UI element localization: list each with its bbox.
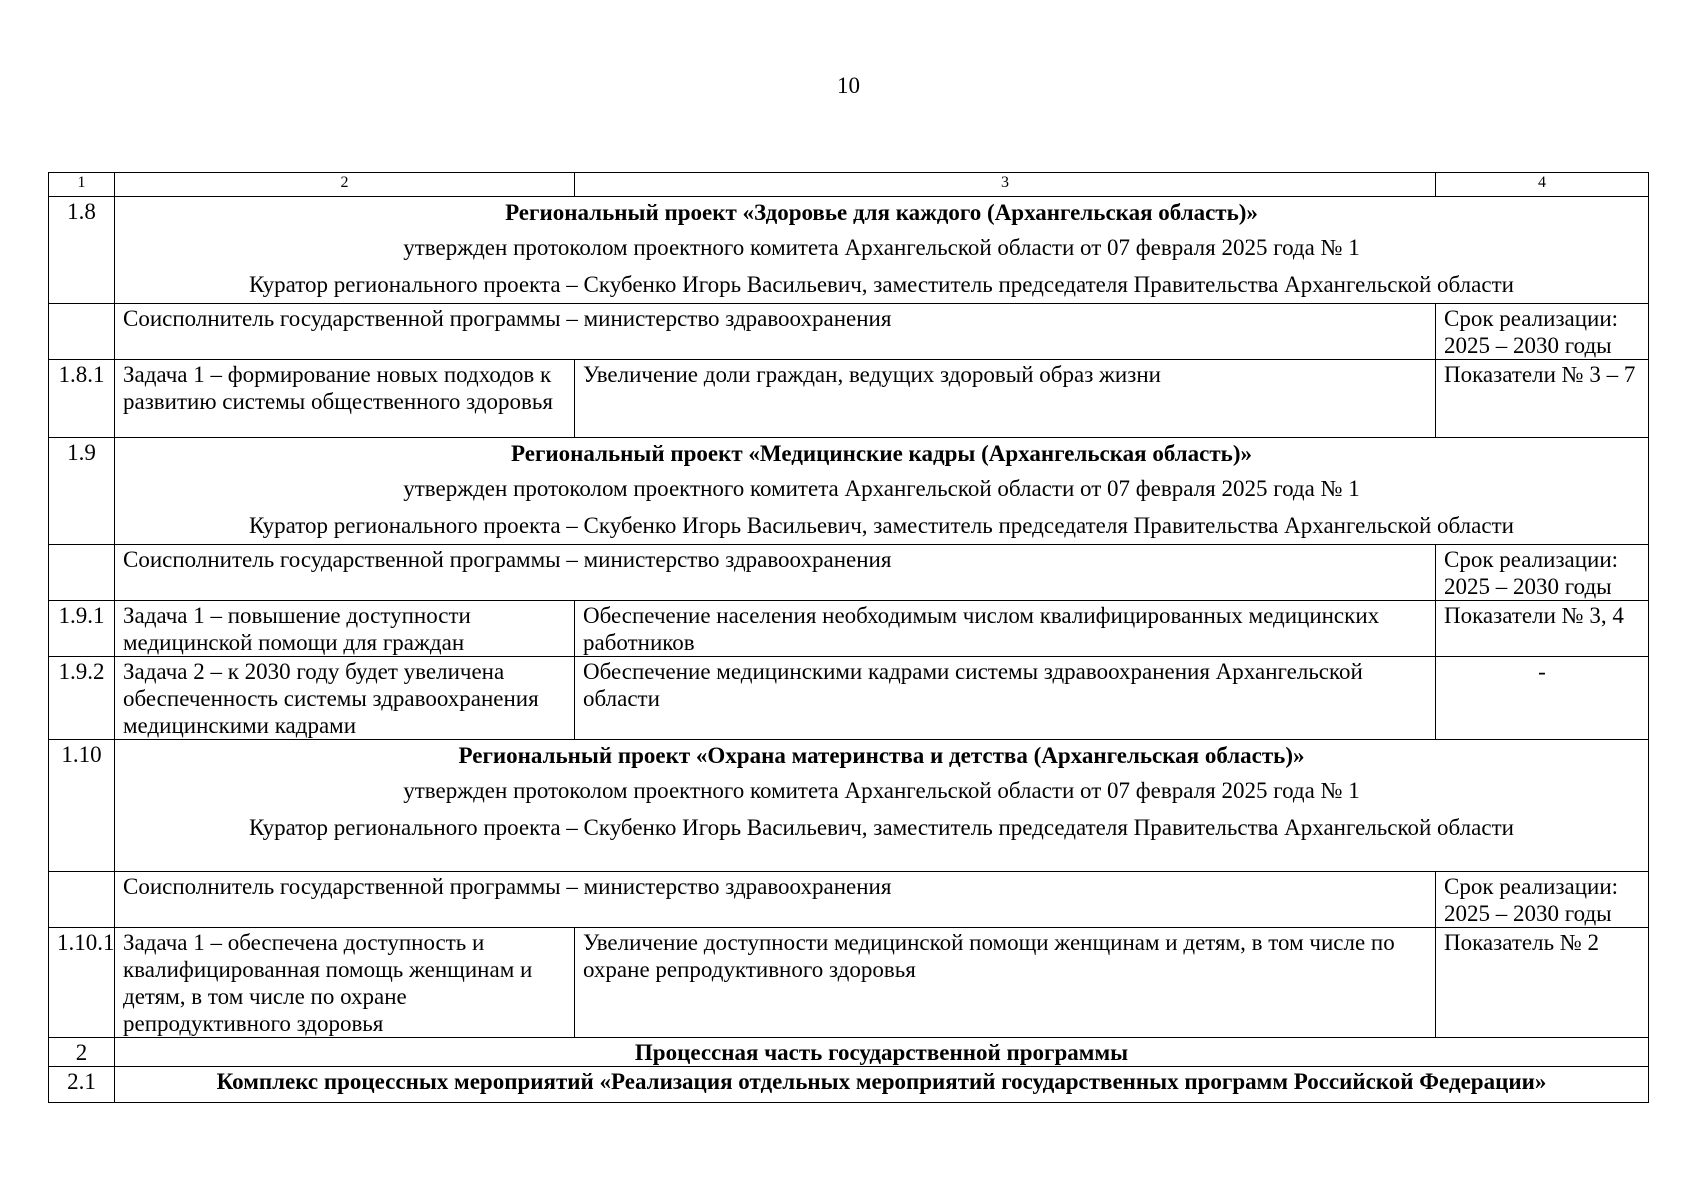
section-number: 2 [49,1038,115,1067]
coexecutor-row [49,304,1649,360]
task-indicators: Показатели № 3, 4 [1436,601,1649,657]
project-number: 1.9 [49,438,115,545]
project-approval: утвержден протоколом проектного комитета Архангельской области от 07 февраля 2025 года № 1 [403,778,1360,803]
task-indicators: - [1436,657,1649,740]
project-header-row [49,197,1649,304]
page-number: 10 [837,73,860,98]
project-approval: утвержден протоколом проектного комитета Архангельской области от 07 февраля 2025 года № 1 [403,235,1360,260]
term-value: 2025 – 2030 годы [1444,574,1612,599]
term-cell [1436,872,1649,928]
project-number: 1.10 [49,740,115,872]
section-title: Процессная часть государственной программы [115,1038,1649,1067]
term-label: Срок реализации: [1444,547,1619,572]
coexecutor-cell: Соисполнитель государственной программы – министерство здравоохранения [115,304,1436,360]
complex-number: 2.1 [49,1067,115,1103]
task-result: Увеличение доступности медицинской помощи женщинам и детям, в том числе по охране репродуктивного здоровья [575,928,1436,1038]
program-table [48,172,1649,1103]
task-result: Обеспечение населения необходимым числом квалифицированных медицинских работников [575,601,1436,657]
term-cell [1436,304,1649,360]
task-number: 1.9.2 [49,657,115,740]
task-result: Увеличение доли граждан, ведущих здоровый образ жизни [575,360,1436,438]
column-header-3: 3 [575,173,1436,197]
term-cell [1436,545,1649,601]
column-header-4: 4 [1436,173,1649,197]
task-number: 1.9.1 [49,601,115,657]
coexecutor-row [49,872,1649,928]
project-header-row [49,438,1649,545]
coexecutor-cell: Соисполнитель государственной программы – министерство здравоохранения [115,872,1436,928]
column-number-row [49,173,1649,197]
task-indicators: Показатели № 3 – 7 [1436,360,1649,438]
term-label: Срок реализации: [1444,306,1619,331]
task-row [49,928,1649,1038]
project-title: Региональный проект «Здоровье для каждого (Архангельская область)» [505,200,1258,225]
project-header-row [49,740,1649,872]
task-description: Задача 1 – формирование новых подходов к развитию системы общественного здоровья [115,360,575,438]
empty-number-cell [49,545,115,601]
task-result: Обеспечение медицинскими кадрами системы здравоохранения Архангельской области [575,657,1436,740]
complex-row [49,1067,1649,1103]
term-value: 2025 – 2030 годы [1444,333,1612,358]
complex-title: Комплекс процессных мероприятий «Реализация отдельных мероприятий государственных программ Российской Федерации» [115,1067,1649,1103]
task-indicators: Показатель № 2 [1436,928,1649,1038]
task-number: 1.8.1 [49,360,115,438]
project-title: Региональный проект «Медицинские кадры (Архангельская область)» [511,441,1252,466]
task-description: Задача 2 – к 2030 году будет увеличена обеспеченность системы здравоохранения медицинскими кадрами [115,657,575,740]
task-number: 1.10.1 [49,928,115,1038]
task-row [49,657,1649,740]
project-curator: Куратор регионального проекта – Скубенко Игорь Васильевич, заместитель председателя Правительства Архангельской области [249,513,1514,538]
task-description: Задача 1 – обеспечена доступность и квалифицированная помощь женщинам и детям, в том числе по охране репродуктивного здоровья [115,928,575,1038]
project-curator: Куратор регионального проекта – Скубенко Игорь Васильевич, заместитель председателя Правительства Архангельской области [249,815,1514,840]
empty-number-cell [49,872,115,928]
task-row [49,601,1649,657]
section-row [49,1038,1649,1067]
project-number: 1.8 [49,197,115,304]
coexecutor-row [49,545,1649,601]
task-description: Задача 1 – повышение доступности медицинской помощи для граждан [115,601,575,657]
project-curator: Куратор регионального проекта – Скубенко Игорь Васильевич, заместитель председателя Правительства Архангельской области [249,272,1514,297]
empty-number-cell [49,304,115,360]
task-row [49,360,1649,438]
project-approval: утвержден протоколом проектного комитета Архангельской области от 07 февраля 2025 года № 1 [403,476,1360,501]
project-title: Региональный проект «Охрана материнства и детства (Архангельская область)» [458,743,1305,768]
column-header-1: 1 [49,173,115,197]
term-value: 2025 – 2030 годы [1444,901,1612,926]
coexecutor-cell: Соисполнитель государственной программы – министерство здравоохранения [115,545,1436,601]
term-label: Срок реализации: [1444,874,1619,899]
column-header-2: 2 [115,173,575,197]
